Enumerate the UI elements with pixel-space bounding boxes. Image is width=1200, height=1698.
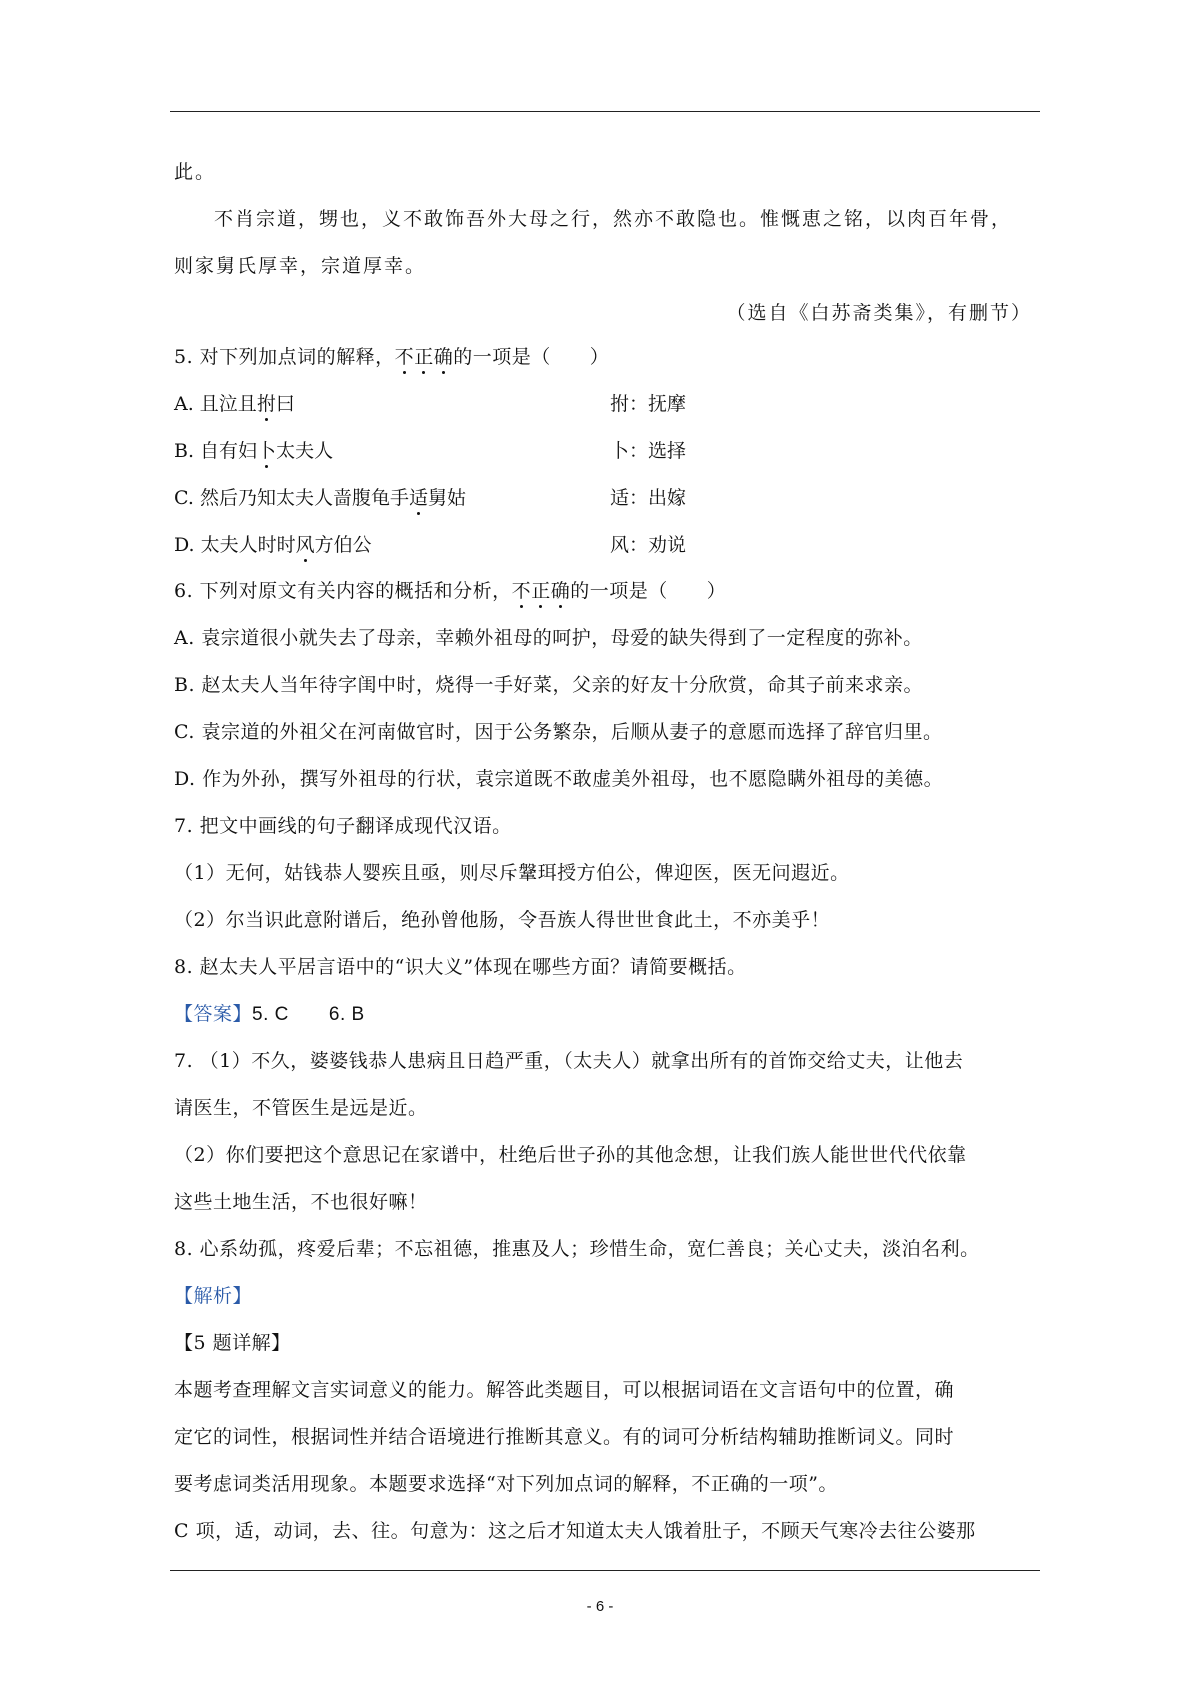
answer-7-2-cont: 这些土地生活，不也很好嘛！	[174, 1191, 428, 1213]
question-7-item-2: （2）尔当识此意附谱后，绝孙曾他肠，令吾族人得世世食此土，不亦美乎！	[174, 909, 831, 931]
option-d-gloss: 风：劝说	[610, 534, 687, 556]
passage-line: 不肖宗道，甥也，义不敢饰吾外大母之行，然亦不敢隐也。惟慨恵之铭，以肉百年骨，	[214, 208, 1013, 230]
answer-7-2: （2）你们要把这个意思记在家谱中，杜绝后世子孙的其他念想，让我们族人能世世代代依靠	[174, 1144, 967, 1166]
answer-7-1-cont: 请医生，不管医生是远是近。	[174, 1097, 428, 1119]
option-d: D. 作为外孙，撰写外祖母的行状，袁宗道既不敢虚美外祖母，也不愿隐瞒外祖母的美德。	[174, 768, 944, 790]
question-7-item-1: （1）无何，姑钱恭人婴疾且亟，则尽斥鞶珥授方伯公，俾迎医，医无问遐近。	[174, 862, 850, 884]
emphasis-dot-char: 确	[433, 346, 454, 368]
option-d: D. 太夫人时时风方伯公	[174, 534, 372, 556]
emphasis-dot-char: 不	[511, 580, 532, 602]
question-7-stem: 7. 把文中画线的句子翻译成现代汉语。	[174, 815, 512, 837]
answer-8: 8. 心系幼孤，疼爱后辈；不忘祖德，推惠及人；珍惜生命，宽仁善良；关心丈夫，淡泊名利。	[174, 1238, 980, 1260]
footer-rule	[170, 1570, 1040, 1571]
emphasis-dot-char: 不	[394, 346, 415, 368]
analysis-paragraph: 定它的词性，根据词性并结合语境进行推断其意义。有的词可分析结构辅助推断词义。同时	[174, 1426, 955, 1448]
analysis-subheading: 【5 题详解】	[174, 1332, 291, 1354]
option-a: A. 袁宗道很小就失去了母亲，幸赖外祖母的呵护，母爱的缺失得到了一定程度的弥补。	[174, 627, 923, 649]
option-a: A. 且泣且拊曰	[174, 393, 295, 415]
analysis-paragraph: C 项，适，动词，去、往。句意为：这之后才知道太夫人饿着肚子，不顾天气寒冷去往公婆那	[174, 1520, 976, 1542]
emphasis-dot-char: 确	[550, 580, 571, 602]
option-c-gloss: 适：出嫁	[610, 487, 687, 509]
passage-line: 则家舅氏厚幸，宗道厚幸。	[174, 255, 427, 277]
option-c: C. 袁宗道的外祖父在河南做官时，因于公务繁杂，后顺从妻子的意愿而选择了辞官归里。	[174, 721, 943, 743]
option-b-gloss: 卜：选择	[610, 440, 687, 462]
page-number: - 6 -	[586, 1598, 614, 1615]
emphasis-dot-char: 正	[414, 346, 434, 368]
question-6-stem: 6. 下列对原文有关内容的概括和分析，不正确的一项是（ ）	[174, 580, 727, 602]
question-5-stem: 5. 对下列加点词的解释，不正确的一项是（ ）	[174, 346, 610, 368]
option-a-gloss: 拊：抚摩	[610, 393, 687, 415]
emphasis-dot-char: 卜	[257, 440, 277, 462]
answer-5: 5. C	[252, 1004, 289, 1025]
option-b: B. 自有妇卜太夫人	[174, 440, 334, 462]
header-rule	[170, 111, 1040, 112]
answer-6: 6. B	[328, 1004, 365, 1025]
question-8-stem: 8. 赵太夫人平居言语中的“识大义”体现在哪些方面？请简要概括。	[174, 956, 747, 978]
emphasis-dot-char: 风	[295, 534, 315, 556]
emphasis-dot-char: 正	[531, 580, 551, 602]
option-c: C. 然后乃知太夫人啬腹龟手适舅姑	[174, 487, 466, 509]
emphasis-dot-char: 适	[408, 487, 428, 509]
answer-line	[174, 999, 1040, 1026]
analysis-paragraph: 要考虑词类活用现象。本题要求选择“对下列加点词的解释，不正确的一项”。	[174, 1473, 838, 1495]
emphasis-dot-char: 拊	[256, 393, 276, 415]
passage-source: （选自《白苏斋类集》，有删节）	[726, 302, 1032, 324]
answer-7-1: 7. （1）不久，婆婆钱恭人患病且日趋严重，（太夫人）就拿出所有的首饰交给丈夫，让他去	[174, 1050, 964, 1072]
analysis-tag: 【解析】	[174, 1285, 253, 1307]
option-b: B. 赵太夫人当年待字闺中时，烧得一手好菜，父亲的好友十分欣赏，命其子前来求亲。	[174, 674, 924, 696]
passage-line: 此。	[174, 161, 217, 183]
analysis-paragraph: 本题考查理解文言实词意义的能力。解答此类题目，可以根据词语在文言语句中的位置，确	[174, 1379, 955, 1401]
answer-tag: 【答案】	[174, 1003, 253, 1025]
